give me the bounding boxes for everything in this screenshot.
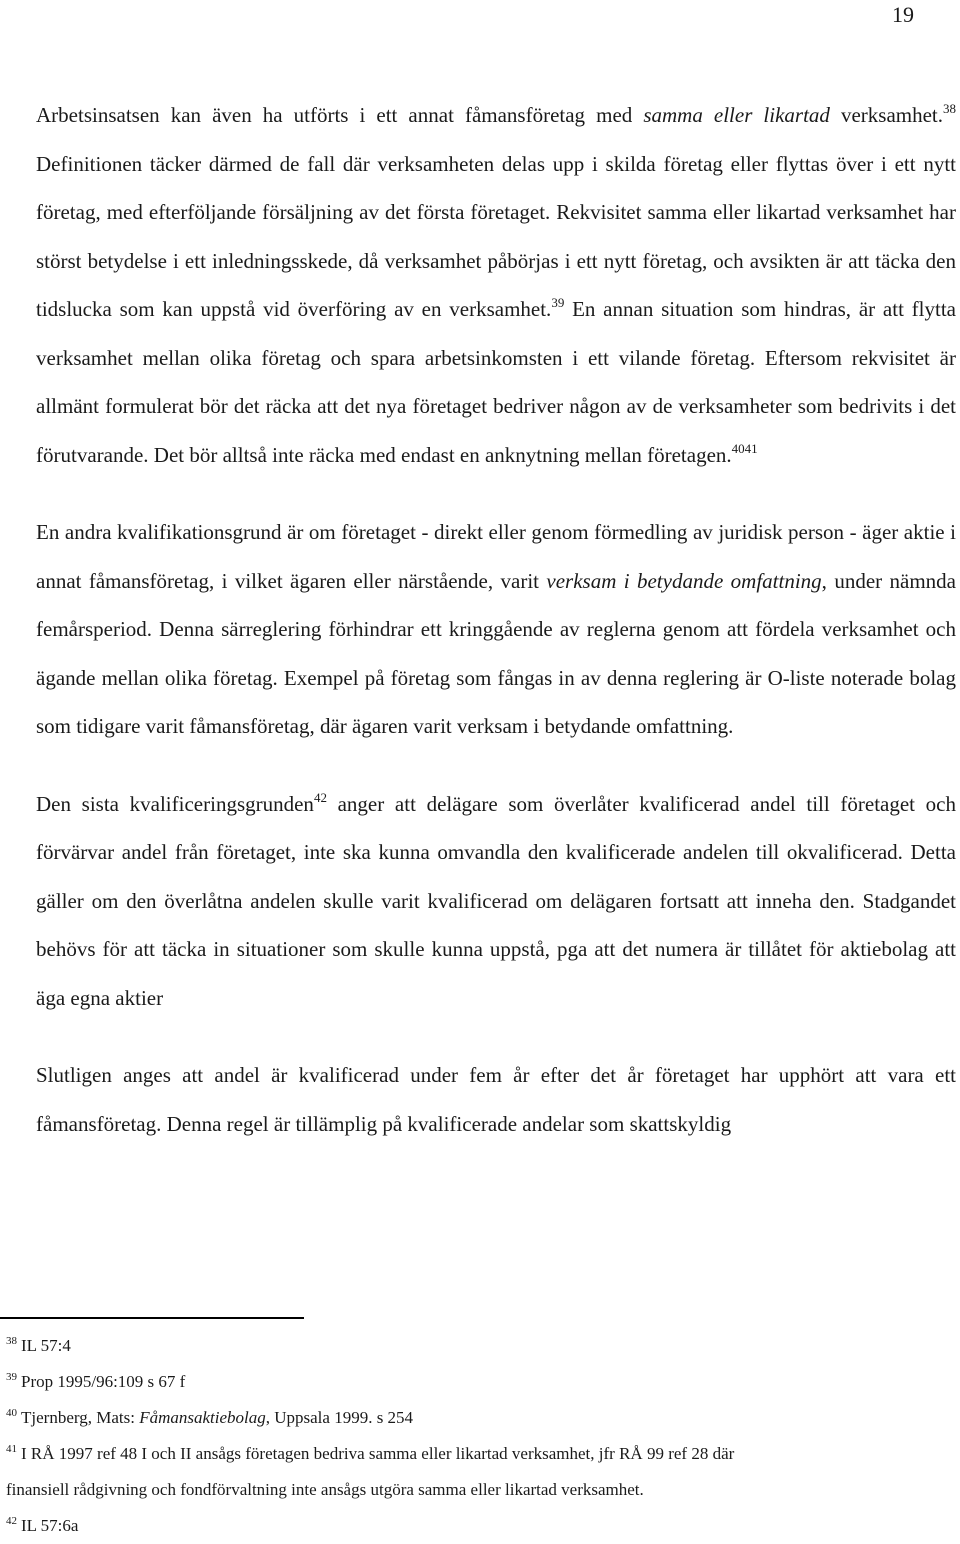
paragraph-2: [36, 508, 956, 751]
footnote-38: [6, 1328, 956, 1364]
text-run: Definitionen täcker därmed de fall där verksamheten delas upp i skilda företag eller flyttas över i ett nytt företag, med efterföljande försäljning av det första företaget. Rekvisitet samma eller likartad verksamhet har störst betydelse i ett inledningsskede, då verksamhet påbörjas i ett nytt företag, och avsikten är att täcka den tidslucka som kan uppstå vid överföring av en verksamhet.: [36, 151, 956, 321]
footnote-text: Prop 1995/96:109 s 67 f: [21, 1372, 186, 1391]
footnote-ref-39[interactable]: 39: [551, 295, 565, 310]
italic-run: samma eller likartad: [643, 103, 830, 127]
footnote-41: [6, 1436, 956, 1472]
footnote-number: 40: [6, 1407, 17, 1419]
footnote-ref-38[interactable]: 38: [943, 101, 957, 116]
paragraph-3: [36, 780, 956, 1023]
footnote-text: Tjernberg, Mats:: [21, 1408, 140, 1427]
footnotes: [6, 1328, 956, 1544]
footnote-ref-4041[interactable]: 4041: [731, 440, 758, 456]
footnote-number: 38: [6, 1335, 17, 1347]
footnote-italic: Fåmansaktiebolag: [139, 1408, 266, 1427]
footnote-ref-42[interactable]: 42: [313, 789, 327, 805]
page-number: 19: [892, 2, 914, 27]
footnote-number: 39: [6, 1371, 17, 1383]
italic-run: verksam i betydande omfattning: [546, 568, 822, 593]
text-run: verksamhet.: [829, 103, 944, 127]
paragraph-1: [36, 91, 956, 479]
footnote-number: 41: [6, 1443, 17, 1455]
text-run: Den sista kvalificeringsgrunden: [36, 791, 314, 816]
footnote-text: I RÅ 1997 ref 48 I och II ansågs företagen bedriva samma eller likartad verksamhet, jfr RÅ 99 ref 28 där: [21, 1444, 735, 1463]
footnote-number: 42: [6, 1515, 17, 1527]
paragraph-4: [36, 1051, 956, 1148]
body-text: [36, 91, 956, 1148]
footnote-text: , Uppsala 1999. s 254: [265, 1408, 414, 1427]
footnote-text: IL 57:6a: [21, 1516, 79, 1535]
text-run: Slutligen anges att andel är kvalificerad under fem år efter det år företaget har upphört att vara ett fåmansföretag. Denna regel är tillämplig på kvalificerade andelar som skattskyldig: [36, 1063, 956, 1136]
footnote-39: [6, 1364, 956, 1400]
footnote-text: IL 57:4: [21, 1336, 71, 1355]
footnote-separator: [0, 1317, 304, 1319]
footnote-42: [6, 1508, 956, 1544]
text-run: En annan situation som hindras, är att flytta verksamhet mellan olika företag och spara arbetsinkomsten i ett vilande företag. Eftersom rekvisitet är allmänt formulerat bör det räcka att det nya företaget bedriver någon av de verksamheter som bedrivits i det förutvarande. Det bör alltså inte räcka med endast en anknytning mellan företagen.: [36, 297, 956, 467]
text-run: Arbetsinsatsen kan även ha utförts i ett annat fåmansföretag med: [36, 103, 644, 127]
text-run: anger att delägare som överlåter kvalificerad andel till företaget och förvärvar andel från företaget, inte ska kunna omvandla den kvalificerade andelen till okvalificerad. Detta gäller om den överlåtna andelen skulle varit kvalificerad om delägaren fortsatt att inneha den. Stadgandet behövs för att täcka in situationer som skulle kunna uppstå, pga att det numera är tillåtet för aktiebolag att äga egna aktier: [36, 791, 957, 1010]
text-run: , under nämnda femårsperiod. Denna särreglering förhindrar ett kringgående av reglerna genom att fördela verksamhet och ägande mellan olika företag. Exempel på företag som fångas in av denna reglering är O-liste noterade bolag som tidigare varit fåmansföretag, där ägaren varit verksam i betydande omfattning.: [36, 568, 956, 738]
footnote-40: [6, 1400, 956, 1436]
footnote-41-continuation: finansiell rådgivning och fondförvaltning inte ansågs utgöra samma eller likartad verksamhet.: [6, 1480, 644, 1499]
text-run: En andra kvalifikationsgrund är om företaget - direkt eller genom förmedling av juridisk person - äger aktie i annat fåmansföretag, i vilket ägaren eller närstående, varit: [36, 520, 956, 593]
